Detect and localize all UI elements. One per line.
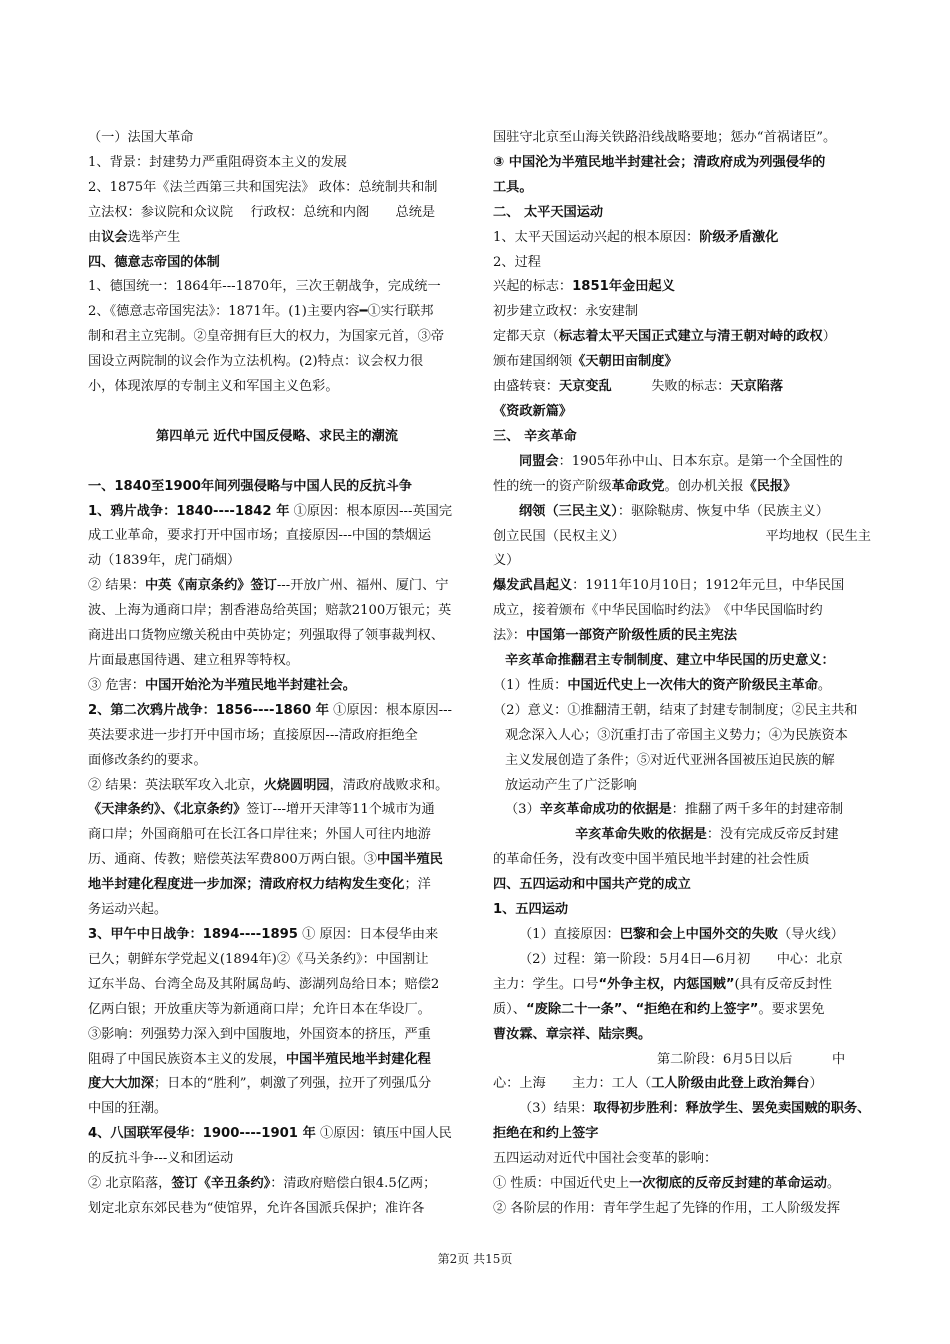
text-line: 面修改条约的要求。	[88, 752, 207, 768]
section-heading-may-fourth: 四、五四运动和中国共产党的成立	[493, 877, 691, 893]
text-line: 的革命任务，没有改变中国半殖民地半封建的社会性质	[493, 852, 810, 868]
text-line: 《天津条约》、《北京条约》签订---增开天津等11个城市为通	[88, 802, 435, 818]
text-line: 度大大加深；日本的“胜利”，刺激了列强，拉开了列强瓜分	[88, 1076, 432, 1092]
text-line: 放运动产生了广泛影响	[505, 777, 637, 793]
text-line: 五四运动对近代中国社会变革的影响：	[493, 1151, 718, 1167]
text-line: 兴起的标志：1851年金田起义	[493, 279, 675, 295]
section-heading-germany: 四、德意志帝国的体制	[88, 254, 220, 270]
text-line: 颁布建国纲领《天朝田亩制度》	[493, 354, 678, 370]
text-line: 第二阶段：6月5日以后 中	[657, 1051, 846, 1067]
text-line: ③ 危害：中国开始沦为半殖民地半封建社会。	[88, 677, 356, 693]
text-line: 国驻守北京至山海关铁路沿线战略要地；惩办“首祸诸臣”。	[493, 130, 837, 145]
text-line: 主义发展创造了条件；⑤对近代亚洲各国被压迫民族的解	[505, 752, 835, 768]
text-line: 地半封建化程度进一步加深；清政府权力结构发生变化；洋	[88, 877, 431, 893]
text-line: 制和君主立宪制。②皇帝拥有巨大的权力，为国家元首，③帝	[88, 329, 445, 345]
text-line: 拒绝在和约上签字	[493, 1126, 599, 1142]
text-line: ② 结果：英法联军攻入北京，火烧圆明园，清政府战败求和。	[88, 777, 449, 793]
unit-title: 第四单元 近代中国反侵略、求民主的潮流	[156, 428, 398, 444]
text-line: （3）辛亥革命成功的依据是：推翻了两千多年的封建帝制	[505, 802, 844, 818]
text-line: 亿两白银；开放重庆等为新通商口岸；允许日本在华设厂。	[88, 1001, 431, 1017]
text-line: 成工业革命，要求打开中国市场；直接原因---中国的禁烟运	[88, 528, 432, 544]
text-line: 质）、“废除二十一条”、“拒绝在和约上签字”。要求罢免	[493, 1001, 825, 1017]
text-line: （2）意义：①推翻清王朝，结束了封建专制制度；②民主共和	[493, 702, 858, 718]
text-line: （2）过程：第一阶段：5月4日—6月初 中心：北京	[519, 951, 843, 967]
text-line: 义）	[493, 553, 520, 569]
text-line: 1、背景：封建势力严重阻碍资本主义的发展	[88, 154, 347, 170]
text-line: 定都天京（标志着太平天国正式建立与清王朝对峙的政权）	[493, 329, 836, 345]
text-line: 历、通商、传教；赔偿英法军费800万两白银。③中国半殖民	[88, 852, 443, 868]
text-line: 立法权：参议院和众议院 行政权：总统和内阁 总统是	[88, 204, 436, 220]
section-heading-invasion: 一、1840至1900年间列强侵略与中国人民的反抗斗争	[88, 478, 412, 494]
text-line: ② 结果：中英《南京条约》签订---开放广州、福州、厦门、宁	[88, 578, 449, 594]
section-heading-france: （一）法国大革命	[88, 130, 194, 145]
right-column	[493, 126, 871, 1222]
text-line: 已久；朝鲜东学党起义(1894年)②《马关条约》：中国割让	[88, 951, 429, 967]
text-line: 划定北京东郊民巷为“使馆界，允许各国派兵保护；准许各	[88, 1200, 425, 1216]
text-line: 爆发武昌起义：1911年10月10日；1912年元旦，中华民国	[493, 578, 845, 594]
text-line: 性的统一的资产阶级革命政党。创办机关报《民报》	[493, 478, 797, 494]
text-line: ② 北京陷落，签订《辛丑条约》：清政府赔偿白银4.5亿两；	[88, 1176, 437, 1192]
text-line: 2、第二次鸦片战争：1856----1860 年 ①原因：根本原因---	[88, 702, 453, 718]
text-line: ③影响：列强势力深入到中国腹地，外国资本的挤压，严重	[88, 1026, 431, 1042]
text-line: （1）性质：中国近代史上一次伟大的资产阶级民主革命。	[493, 677, 832, 693]
text-line: 1、鸦片战争：1840----1842 年 ①原因：根本原因---英国完	[88, 503, 453, 519]
text-line: 的反抗斗争---义和团运动	[88, 1151, 234, 1167]
page-number: 第2页 共15页	[437, 1252, 513, 1266]
text-line: 务运动兴起。	[88, 902, 168, 918]
text-line: 辛亥革命推翻君主专制制度、建立中华民国的历史意义：	[505, 653, 835, 669]
text-line: 小，体现浓厚的专制主义和军国主义色彩。	[88, 379, 339, 395]
text-line: 辛亥革命失败的依据是：没有完成反帝反封建	[575, 827, 839, 843]
text-line: （1）直接原因：巴黎和会上中国外交的失败（导火线）	[519, 927, 844, 942]
text-line: 2、《德意志帝国宪法》：1871年。(1)主要内容━①实行联邦	[88, 304, 434, 320]
text-line: 初步建立政权：永安建制	[493, 304, 639, 320]
text-line: 成立，接着颁布《中华民国临时约法》 《中华民国临时约	[493, 603, 823, 619]
text-line: 片面最惠国待遇、建立租界等特权。	[88, 653, 299, 668]
text-line: 2、1875年《法兰西第三共和国宪法》 政体：总统制共和制	[88, 179, 438, 195]
text-line: 纲领（三民主义）：驱除鞑虏、恢复中华（民族主义）	[519, 503, 829, 519]
text-line: 由盛转衰：天京变乱 失败的标志：天京陷落	[493, 379, 784, 395]
text-line: 2、过程	[493, 254, 541, 270]
text-line: 《资政新篇》	[493, 403, 573, 419]
section-heading-xinhai: 三、 辛亥革命	[493, 428, 577, 444]
text-line: 法》：中国第一部资产阶级性质的民主宪法	[493, 628, 737, 644]
text-line: （3）结果：取得初步胜利：释放学生、罢免卖国贼的职务、	[519, 1101, 871, 1117]
text-line: 中国的狂潮。	[88, 1101, 168, 1117]
text-line: 心：上海 主力：工人（工人阶级由此登上政治舞台）	[493, 1076, 823, 1092]
text-line: 曹汝霖、章宗祥、陆宗舆。	[493, 1026, 652, 1042]
text-line: 英法要求进一步打开中国市场；直接原因---清政府拒绝全	[88, 727, 418, 743]
text-line: 工具。	[493, 179, 533, 195]
left-column	[88, 126, 466, 1222]
text-line: 动（1839年，虎门硝烟）	[88, 553, 241, 569]
text-line: 创立民国（民权主义） 平均地权（民生主	[493, 528, 871, 544]
text-line: 阻碍了中国民族资本主义的发展，中国半殖民地半封建化程	[88, 1051, 431, 1067]
text-line: 辽东半岛、台湾全岛及其附属岛屿、澎湖列岛给日本；赔偿2	[88, 976, 440, 992]
text-line: 商口岸；外国商船可在长江各口岸往来；外国人可往内地游	[88, 827, 431, 843]
text-line: 由议会选举产生	[88, 229, 181, 245]
text-line: 4、八国联军侵华：1900----1901 年 ①原因：镇压中国人民	[88, 1126, 452, 1142]
text-line: 商进出口货物应缴关税由中英协定；列强取得了领事裁判权、	[88, 628, 445, 644]
text-line: 波、上海为通商口岸；割香港岛给英国；赔款2100万银元；英	[88, 603, 452, 619]
text-line: ② 各阶层的作用：青年学生起了先锋的作用，工人阶级发挥	[493, 1200, 841, 1216]
text-line: ① 性质：中国近代史上一次彻底的反帝反封建的革命运动。	[493, 1176, 841, 1192]
text-line: 3、甲午中日战争：1894----1895 ① 原因：日本侵华由来	[88, 926, 439, 942]
subheading-may-fourth: 1、五四运动	[493, 902, 569, 918]
text-line: 1、太平天国运动兴起的根本原因：阶级矛盾激化	[493, 229, 779, 245]
text-line: 国设立两院制的议会作为立法机构。(2)特点：议会权力很	[88, 354, 424, 370]
text-line: 观念深入人心；③沉重打击了帝国主义势力；④为民族资本	[505, 727, 848, 743]
text-line: 1、德国统一：1864年---1870年，三次王朝战争，完成统一	[88, 279, 441, 295]
text-line: 同盟会：1905年孙中山、日本东京。是第一个全国性的	[519, 453, 843, 469]
text-line: 主力：学生。口号“外争主权，内惩国贼”(具有反帝反封性	[493, 976, 832, 992]
text-line: ③ 中国沦为半殖民地半封建社会；清政府成为列强侵华的	[493, 154, 826, 170]
section-heading-taiping: 二、 太平天国运动	[493, 204, 604, 220]
